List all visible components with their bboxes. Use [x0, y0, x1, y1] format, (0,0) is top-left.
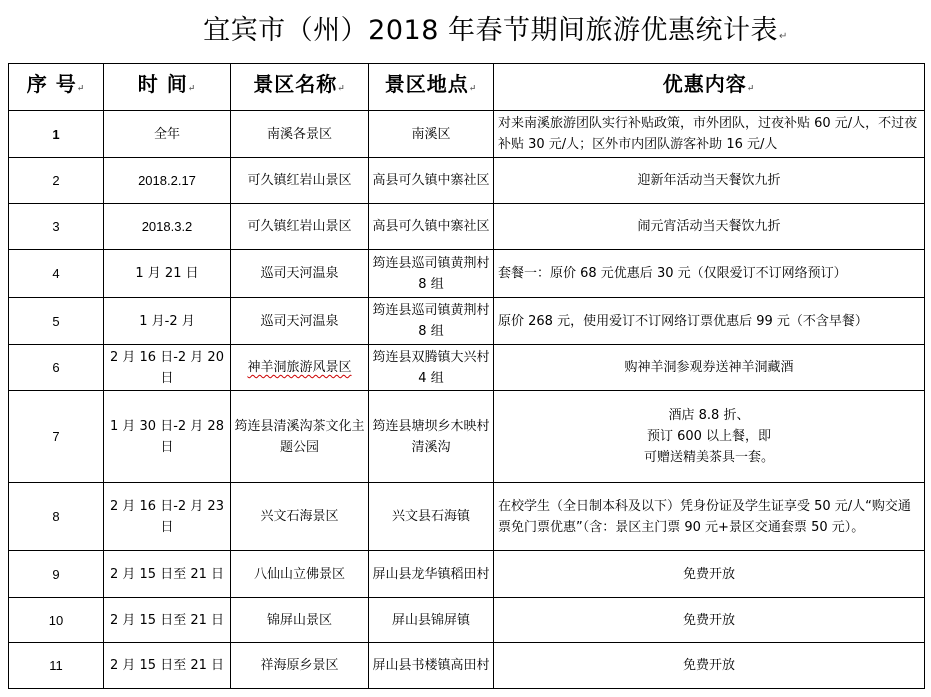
spellcheck-underlined-name: 神羊洞旅游风景区: [247, 360, 352, 375]
header-name: 景区名称↵: [231, 64, 369, 111]
row-location: 筠连县巡司镇黄荆村 8 组: [369, 298, 494, 345]
table-row: [9, 298, 925, 345]
header-row: [9, 64, 925, 111]
row-no: 4: [9, 250, 104, 298]
row-time: 2018.2.17: [104, 158, 231, 204]
row-offer: 迎新年活动当天餐饮九折: [494, 158, 925, 204]
row-location: 高县可久镇中寨社区: [369, 204, 494, 250]
row-offer: 免费开放: [494, 551, 925, 598]
row-time: 2 月 15 日至 21 日: [104, 643, 231, 689]
row-name: 巡司天河温泉: [231, 298, 369, 345]
row-name: 祥海原乡景区: [231, 643, 369, 689]
table-row: [9, 158, 925, 204]
table-row: [9, 483, 925, 551]
page-title: [0, 12, 931, 56]
row-offer: 购神羊洞参观券送神羊洞藏酒: [494, 345, 925, 391]
row-time: 2 月 15 日至 21 日: [104, 551, 231, 598]
row-offer: 套餐一：原价 68 元优惠后 30 元（仅限爱订不订网络预订）: [494, 250, 925, 298]
table-row: [9, 345, 925, 391]
row-no: 10: [9, 598, 104, 643]
row-no: 6: [9, 345, 104, 391]
header-no: 序 号↵: [9, 64, 104, 111]
row-location: 筠连县双腾镇大兴村 4 组: [369, 345, 494, 391]
paragraph-mark-icon: ↵: [778, 31, 788, 42]
row-name: 巡司天河温泉: [231, 250, 369, 298]
row-name: 可久镇红岩山景区: [231, 204, 369, 250]
row-time: 2 月 16 日-2 月 23 日: [104, 483, 231, 551]
table-row: [9, 204, 925, 250]
table-row: [9, 598, 925, 643]
row-location: 南溪区: [369, 111, 494, 158]
row-name: 兴文石海景区: [231, 483, 369, 551]
row-offer: 免费开放: [494, 643, 925, 689]
title-text: 宜宾市（州）2018 年春节期间旅游优惠统计表: [203, 15, 778, 46]
table-row: [9, 551, 925, 598]
row-no: 9: [9, 551, 104, 598]
row-time: 2018.3.2: [104, 204, 231, 250]
row-offer: 酒店 8.8 折、 预订 600 以上餐，即 可赠送精美茶具一套。: [494, 391, 925, 483]
row-no: 7: [9, 391, 104, 483]
row-no: 11: [9, 643, 104, 689]
table-row: [9, 391, 925, 483]
header-time: 时 间↵: [104, 64, 231, 111]
row-no: 3: [9, 204, 104, 250]
row-name: 锦屏山景区: [231, 598, 369, 643]
row-location: 屏山县龙华镇稻田村: [369, 551, 494, 598]
row-offer: 免费开放: [494, 598, 925, 643]
row-no: 2: [9, 158, 104, 204]
row-location: 兴文县石海镇: [369, 483, 494, 551]
table-row: [9, 250, 925, 298]
row-time: 1 月-2 月: [104, 298, 231, 345]
row-offer: 闹元宵活动当天餐饮九折: [494, 204, 925, 250]
row-offer: 原价 268 元，使用爱订不订网络订票优惠后 99 元（不含早餐）: [494, 298, 925, 345]
row-time: 1 月 21 日: [104, 250, 231, 298]
row-no: 1: [9, 111, 104, 158]
row-time: 2 月 15 日至 21 日: [104, 598, 231, 643]
discount-table: [8, 63, 925, 689]
row-location: 高县可久镇中寨社区: [369, 158, 494, 204]
header-location: 景区地点↵: [369, 64, 494, 111]
table-row: [9, 643, 925, 689]
row-location: 筠连县塘坝乡木映村清溪沟: [369, 391, 494, 483]
row-name: [231, 345, 369, 391]
row-time: 1 月 30 日-2 月 28 日: [104, 391, 231, 483]
table-row: [9, 111, 925, 158]
row-location: 屏山县锦屏镇: [369, 598, 494, 643]
row-name: 可久镇红岩山景区: [231, 158, 369, 204]
row-time: 全年: [104, 111, 231, 158]
row-offer: 对来南溪旅游团队实行补贴政策，市外团队，过夜补贴 60 元/人，不过夜补贴 30 元/人；区外市内团队游客补助 16 元/人: [494, 111, 925, 158]
row-offer: 在校学生（全日制本科及以下）凭身份证及学生证享受 50 元/人“购交通票免门票优惠”（含：景区主门票 90 元+景区交通套票 50 元）。: [494, 483, 925, 551]
row-name: 八仙山立佛景区: [231, 551, 369, 598]
row-name: 南溪各景区: [231, 111, 369, 158]
row-name: 筠连县清溪沟茶文化主题公园: [231, 391, 369, 483]
header-offer: 优惠内容↵: [494, 64, 925, 111]
row-no: 5: [9, 298, 104, 345]
row-time: 2 月 16 日-2 月 20 日: [104, 345, 231, 391]
row-location: 屏山县书楼镇高田村: [369, 643, 494, 689]
row-location: 筠连县巡司镇黄荆村 8 组: [369, 250, 494, 298]
row-no: 8: [9, 483, 104, 551]
